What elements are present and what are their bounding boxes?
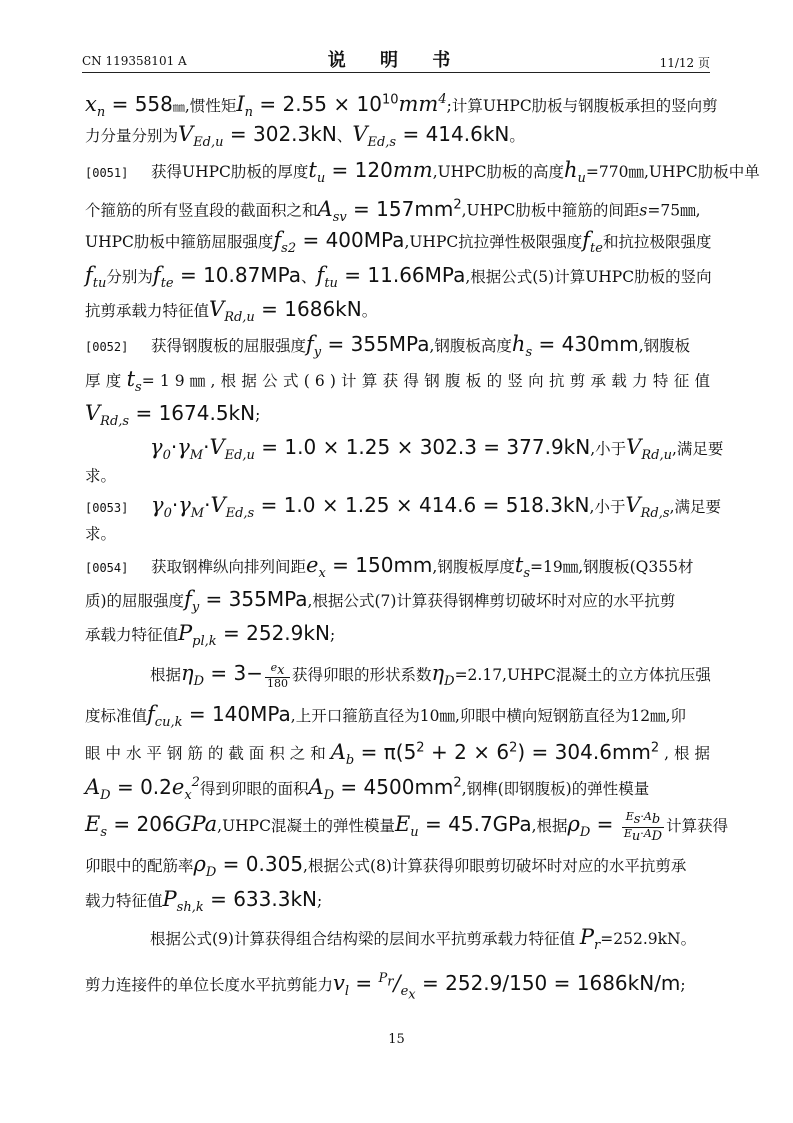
header-rule <box>82 72 710 73</box>
text-line: [0053] $\gamma_0\cdot\gamma_M\cdot V_{Ed,s} = 1.0 \times 1.25 \times 414.6 = 518.3kN$,小于$V_{Rd,s}$,满足要 <box>85 488 710 522</box>
paragraph-number: [0052] <box>85 340 129 354</box>
text-line: 质)的屈服强度$f_y = 355MPa$,根据公式(7)计算获得钢榫剪切破坏时对应的水平抗剪 <box>85 587 676 616</box>
text-line: $\gamma_0\cdot\gamma_M\cdot V_{Ed,u} = 1.0 \times 1.25 \times 302.3 = 377.9kN$,小于$V_{Rd,u}$,满足要 <box>150 435 724 464</box>
text-line: 剪力连接件的单位长度水平抗剪能力$v_l = ^{P_r}/_{e_x} = 252.9/150 = 1686kN/m$; <box>85 971 686 1003</box>
text-line: 载力特征值$P_{sh,k} = 633.3kN$; <box>85 887 323 916</box>
page-indicator: 11/12 页 <box>659 56 710 70</box>
text-line: [0052] 获得钢腹板的屈服强度$f_y = 355MPa$,钢腹板高度$h_s = 430mm$,钢腹板 <box>85 327 710 361</box>
page-number: 15 <box>388 1032 405 1047</box>
text-line: 抗剪承载力特征值$V_{Rd,u} = 1686kN$。 <box>85 297 378 326</box>
text-line: 求。 <box>85 525 117 543</box>
text-line: $E_s$ = 206GPa,UHPC混凝土的弹性模量$E_u = 45.7GPa$,根据$\rho_D$ = $\frac{E_s\cdot A_b}{E_u\cdot A_D}$ 计算获得 <box>85 810 729 844</box>
text-line: [0054] 获取钢榫纵向排列间距$e_x = 150mm$,钢腹板厚度$t_s=19㎜$,钢腹板(Q355材 <box>85 548 710 582</box>
paragraph-number: [0053] <box>85 501 129 515</box>
paragraph-number: [0054] <box>85 561 129 575</box>
text-line: [0051] 获得UHPC肋板的厚度$t_u$ = 120mm,UHPC肋板的高度$h_u=770㎜,UHPC$肋板中单 <box>85 153 710 187</box>
text-line: $A_D = 0.2e_x^2$得到卯眼的面积$A_D = 4500mm^2$,钢榫(即钢腹板)的弹性模量 <box>85 775 650 804</box>
patent-number: CN 119358101 A <box>82 54 187 68</box>
paragraph-number: [0051] <box>85 166 129 180</box>
text-line: 眼 中 水 平 钢 筋 的 截 面 积 之 和 $A_b = \pi(5^2 + 2 \times 6^2) = 304.6mm^2$ , 根 据 <box>85 739 710 768</box>
text-line: 根据$\eta_D = 3-$ $\frac{e_x}{180}$ 获得卯眼的形状系数$\eta_D=2.17,UHPC$混凝土的立方体抗压强 <box>150 660 711 691</box>
text-line: 个箍筋的所有竖直段的截面积之和$A_{sv}$ = $157mm^2,UHPC$肋板中箍筋的间距s=75㎜, <box>85 196 701 225</box>
text-line: 卯眼中的配筋率$\rho_D = 0.305$,根据公式(8)计算获得卯眼剪切破坏时对应的水平抗剪承 <box>85 852 687 881</box>
text-line: $x_n$ = 558㎜,惯性矩$I_n = 2.55 \times 10^{10}mm^4$;计算UHPC肋板与钢腹板承担的竖向剪 <box>85 92 718 121</box>
text-line: 度标准值$f_{cu,k} = 140MPa$,上开口箍筋直径为10㎜,卯眼中横向短钢筋直径为12㎜,卯 <box>85 702 687 731</box>
text-line: UHPC肋板中箍筋屈服强度$f_{s2}$ = 400MPa,UHPC抗拉弹性极限强度$f_{te}$和抗拉极限强度 <box>85 228 712 257</box>
page-header <box>82 50 710 74</box>
text-line: $f_{tu}$分别为$f_{te} = 10.87MPa$、$f_{tu} = 11.66MPa$,根据公式(5)计算UHPC肋板的竖向 <box>85 263 712 292</box>
document-title: 说 明 书 <box>327 50 465 71</box>
text-line: 厚 度 $t_s= 1$ 9 ㎜ , 根 据 公 式 ( 6 ) 计 算 获 得 钢 腹 板 的 竖 向 抗 剪 承 载 力 特 征 值 <box>85 367 710 396</box>
text-line: 承载力特征值$P_{pl,k} = 252.9kN$; <box>85 621 336 650</box>
text-line: 力分量分别为$V_{Ed,u} = 302.3kN$、$V_{Ed,s} = 414.6kN$。 <box>85 122 525 151</box>
text-line: $V_{Rd,s} = 1674.5kN$; <box>85 401 261 430</box>
text-line: 求。 <box>85 467 117 485</box>
text-line: 根据公式(9)计算获得组合结构梁的层间水平抗剪承载力特征值 $P_r=252.9kN$。 <box>150 925 697 954</box>
